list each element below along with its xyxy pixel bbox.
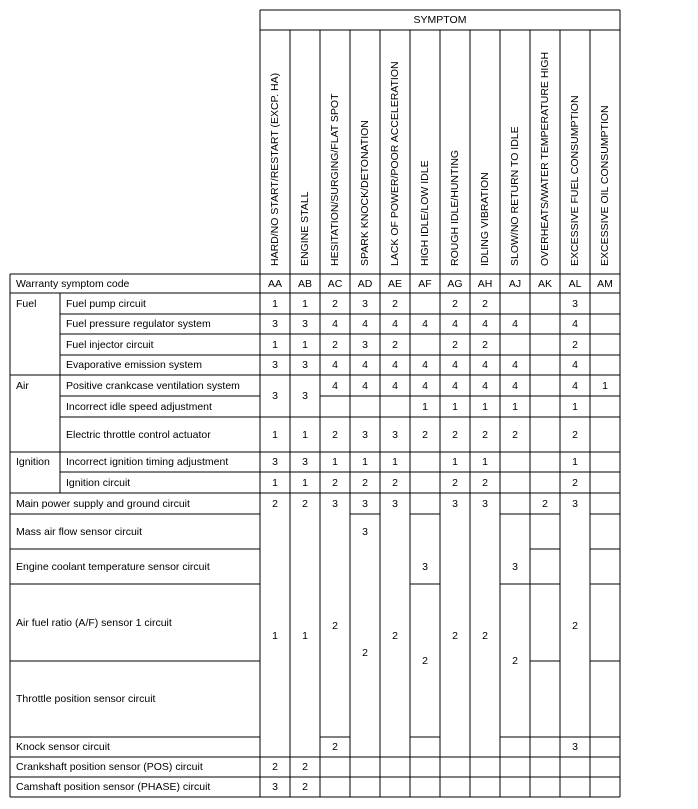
matrix-cell: 1 [302,297,308,310]
item-label-15: Knock sensor circuit [16,741,110,753]
matrix-cell: 4 [572,318,578,330]
matrix-cell: 2 [512,654,518,667]
matrix-cell: 2 [452,297,458,310]
matrix-cell: 3 [422,560,428,573]
symptom-header-aj: SLOW/NO RETURN TO IDLE [509,126,521,266]
matrix-cell: 2 [332,619,338,632]
warranty-code-ad: AD [357,277,373,290]
matrix-cell: 2 [452,338,458,351]
symptom-header-ac: HESITATION/SURGING/FLAT SPOT [329,93,341,266]
matrix-cell: 1 [572,456,578,468]
matrix-cell: 3 [272,456,278,468]
matrix-cell: 1 [272,338,278,351]
matrix-cell: 2 [332,338,338,351]
item-label-6: Incorrect idle speed adjustment [66,400,212,413]
matrix-cell: 2 [272,761,278,773]
matrix-cell: 4 [422,318,428,330]
matrix-cell: 2 [452,629,458,642]
matrix-cell: 3 [272,390,278,402]
matrix-cell: 4 [392,318,398,330]
matrix-cell: 3 [392,497,398,510]
warranty-code-ab: AB [297,277,312,290]
matrix-cell: 2 [362,647,368,659]
warranty-code-am: AM [597,277,613,290]
matrix-cell: 3 [362,525,368,538]
matrix-cell: 1 [482,456,488,468]
matrix-cell: 3 [572,297,578,310]
warranty-code-ag: AG [447,277,463,290]
matrix-cell: 2 [422,428,428,441]
matrix-cell: 3 [572,741,578,753]
item-label-8: Incorrect ignition timing adjustment [66,456,229,468]
matrix-cell: 2 [332,741,338,753]
item-label-12: Engine coolant temperature sensor circuit [16,560,210,573]
group-label-fuel: Fuel [16,297,37,310]
group-label-ignition: Ignition [16,456,50,468]
matrix-cell: 2 [302,497,308,510]
matrix-cell: 3 [272,318,278,330]
matrix-cell: 2 [482,629,488,642]
symptom-header-am: EXCESSIVE OIL CONSUMPTION [599,105,611,266]
matrix-cell: 1 [272,476,278,489]
item-label-4: Evaporative emission system [66,359,202,371]
matrix-cell: 2 [482,428,488,441]
warranty-code-al: AL [568,277,582,290]
symptom-header-ag: ROUGH IDLE/HUNTING [449,149,461,266]
matrix-cell: 1 [392,456,398,468]
symptom-header-ae: LACK OF POWER/POOR ACCELERATION [389,61,401,266]
item-label-16: Crankshaft position sensor (POS) circuit [16,761,203,773]
matrix-cell: 4 [392,359,398,371]
matrix-cell: 2 [572,476,578,489]
matrix-cell: 3 [572,497,578,510]
matrix-cell: 1 [272,629,278,642]
matrix-cell: 4 [482,379,488,392]
matrix-cell: 1 [302,428,308,441]
symptom-header-aa: HARD/NO START/RESTART (EXCP. HA) [269,72,281,266]
item-label-14: Throttle position sensor circuit [16,693,156,705]
matrix-cell: 2 [482,338,488,351]
warranty-code-aa: AA [267,277,282,290]
matrix-cell: 1 [302,338,308,351]
matrix-cell: 2 [452,476,458,489]
group-label-air: Air [16,379,29,392]
matrix-cell: 1 [482,400,488,413]
matrix-cell: 4 [512,359,518,371]
matrix-cell: 2 [512,428,518,441]
matrix-cell: 1 [452,400,458,413]
matrix-cell: 1 [272,297,278,310]
matrix-cell: 4 [362,359,368,371]
item-label-17: Camshaft position sensor (PHASE) circuit [16,781,211,793]
matrix-cell: 2 [392,297,398,310]
symptom-header-af: HIGH IDLE/LOW IDLE [419,160,431,266]
matrix-cell: 4 [332,318,338,330]
matrix-cell: 3 [362,428,368,441]
matrix-cell: 1 [602,379,608,392]
matrix-cell: 3 [332,497,338,510]
matrix-cell: 3 [482,497,488,510]
matrix-cell: 2 [332,476,338,489]
matrix-cell: 3 [452,497,458,510]
matrix-cell: 4 [512,318,518,330]
matrix-cell: 3 [392,428,398,441]
item-label-7: Electric throttle control actuator [66,428,211,441]
matrix-cell: 1 [572,400,578,413]
matrix-cell: 4 [482,318,488,330]
matrix-cell: 1 [362,456,368,468]
matrix-cell: 2 [272,497,278,510]
warranty-code-ah: AH [477,277,493,290]
matrix-cell: 4 [362,379,368,392]
symptom-header-al: EXCESSIVE FUEL CONSUMPTION [569,95,581,266]
matrix-cell: 4 [332,359,338,371]
matrix-cell: 3 [362,338,368,351]
warranty-code-af: AF [418,277,432,290]
symptom-header-ab: ENGINE STALL [299,191,311,266]
matrix-cell: 3 [272,359,278,371]
matrix-cell: 3 [302,390,308,402]
matrix-cell: 2 [572,619,578,632]
matrix-cell: 3 [362,497,368,510]
warranty-code-ak: AK [537,277,552,290]
matrix-cell: 4 [362,318,368,330]
matrix-cell: 2 [452,428,458,441]
symptom-title: SYMPTOM [413,14,467,26]
matrix-cell: 1 [272,428,278,441]
item-label-13: Air fuel ratio (A/F) sensor 1 circuit [16,616,172,629]
matrix-cell: 3 [362,297,368,310]
matrix-cell: 3 [272,781,278,793]
matrix-cell: 4 [452,359,458,371]
matrix-cell: 2 [482,476,488,489]
symptom-header-ak: OVERHEATS/WATER TEMPERATURE HIGH [539,51,551,266]
matrix-cell: 1 [422,400,428,413]
warranty-code-label: Warranty symptom code [16,277,130,290]
matrix-cell: 4 [332,379,338,392]
matrix-cell: 2 [392,629,398,642]
matrix-cell: 1 [332,456,338,468]
matrix-cell: 2 [302,761,308,773]
matrix-cell: 4 [392,379,398,392]
matrix-cell: 2 [542,497,548,510]
matrix-cell: 2 [302,781,308,793]
matrix-cell: 2 [392,338,398,351]
item-label-10: Main power supply and ground circuit [16,497,190,510]
item-label-11: Mass air flow sensor circuit [16,525,143,538]
warranty-code-ac: AC [327,277,343,290]
item-label-2: Fuel pressure regulator system [66,318,211,330]
matrix-cell: 2 [572,428,578,441]
warranty-code-ae: AE [387,277,402,290]
item-label-9: Ignition circuit [66,476,131,489]
matrix-cell: 3 [302,359,308,371]
matrix-cell: 2 [332,297,338,310]
warranty-code-aj: AJ [508,277,522,290]
matrix-cell: 4 [422,359,428,371]
matrix-cell: 1 [512,400,518,413]
matrix-cell: 3 [302,318,308,330]
symptom-header-ah: IDLING VIBRATION [479,172,491,266]
matrix-cell: 4 [482,359,488,371]
matrix-cell: 4 [422,379,428,392]
matrix-cell: 2 [392,476,398,489]
matrix-cell: 2 [572,338,578,351]
matrix-cell: 3 [302,456,308,468]
matrix-cell: 2 [422,654,428,667]
matrix-cell: 4 [572,379,578,392]
item-label-5: Positive crankcase ventilation system [66,379,240,392]
matrix-cell: 1 [302,629,308,642]
item-label-3: Fuel injector circuit [66,338,154,351]
matrix-cell: 2 [362,476,368,489]
matrix-cell: 3 [512,560,518,573]
matrix-cell: 2 [482,297,488,310]
matrix-cell: 4 [452,318,458,330]
matrix-cell: 2 [332,428,338,441]
matrix-cell: 1 [302,476,308,489]
item-label-1: Fuel pump circuit [66,297,146,310]
symptom-header-ad: SPARK KNOCK/DETONATION [359,120,371,266]
matrix-cell: 4 [512,379,518,392]
matrix-cell: 1 [452,456,458,468]
matrix-cell: 4 [452,379,458,392]
matrix-cell: 4 [572,359,578,371]
